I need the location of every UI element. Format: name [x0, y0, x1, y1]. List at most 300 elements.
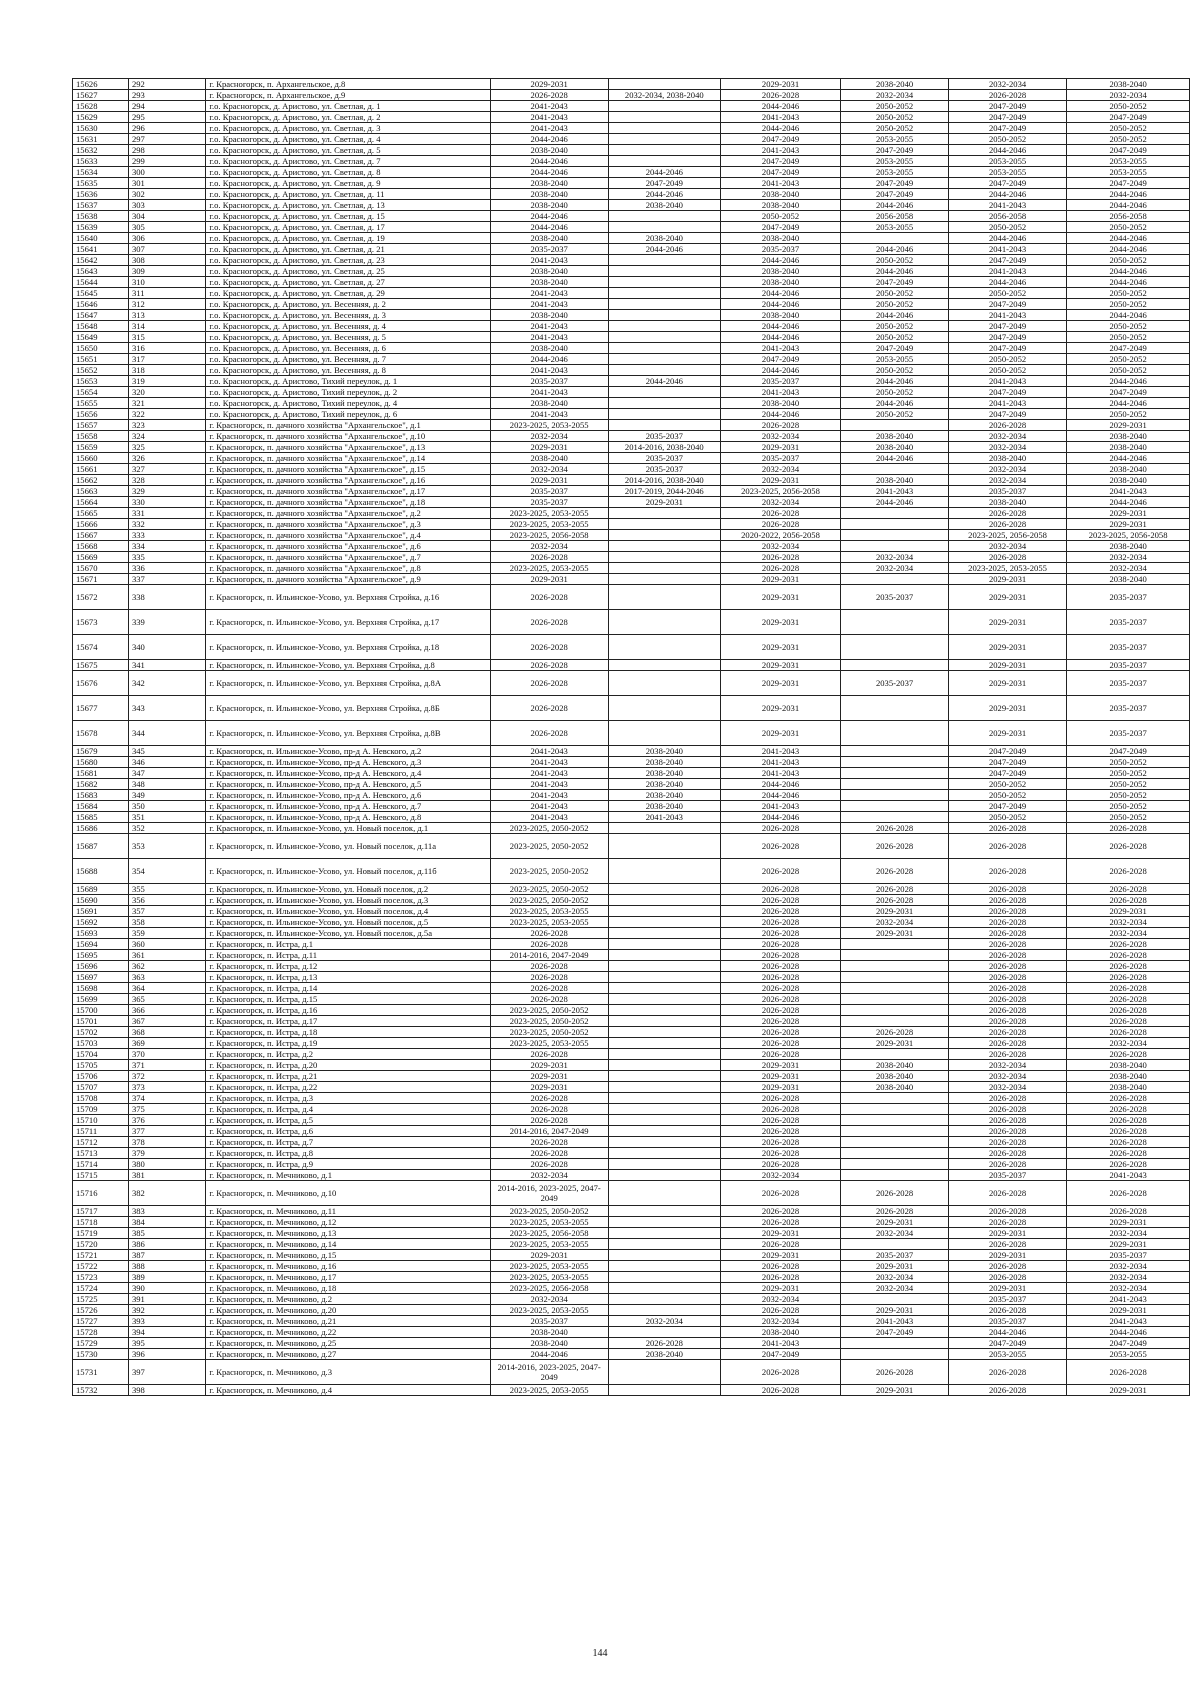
cell-id: 15632	[73, 145, 129, 156]
cell-p5: 2023-2025, 2053-2055	[948, 563, 1066, 574]
cell-p1: 2026-2028	[490, 1093, 608, 1104]
cell-addr: г. Красногорск, п. дачного хозяйства "Архангельское", д.9	[206, 574, 490, 585]
table-row	[73, 994, 1190, 1005]
table-row	[73, 1016, 1190, 1027]
cell-p1: 2023-2025, 2053-2055	[490, 420, 608, 431]
cell-p3: 2029-2031	[720, 1228, 841, 1239]
cell-id: 15659	[73, 442, 129, 453]
table-row	[73, 1250, 1190, 1261]
cell-n: 385	[128, 1228, 205, 1239]
cell-p2	[608, 552, 720, 563]
cell-p2: 2038-2040	[608, 746, 720, 757]
cell-p3: 2026-2028	[720, 552, 841, 563]
cell-n: 335	[128, 552, 205, 563]
table-row	[73, 884, 1190, 895]
cell-p5: 2029-2031	[948, 1250, 1066, 1261]
cell-p4	[841, 812, 949, 823]
cell-p4: 2038-2040	[841, 475, 949, 486]
cell-p3: 2044-2046	[720, 299, 841, 310]
cell-p6: 2029-2031	[1067, 1217, 1190, 1228]
cell-p6: 2038-2040	[1067, 79, 1190, 90]
cell-p3: 2032-2034	[720, 541, 841, 552]
cell-p5: 2026-2028	[948, 1217, 1066, 1228]
cell-p5: 2026-2028	[948, 823, 1066, 834]
table-row	[73, 563, 1190, 574]
cell-p1: 2041-2043	[490, 801, 608, 812]
cell-p2: 2032-2034	[608, 1316, 720, 1327]
cell-p1: 2041-2043	[490, 299, 608, 310]
cell-id: 15667	[73, 530, 129, 541]
cell-p5: 2050-2052	[948, 779, 1066, 790]
cell-p6: 2032-2034	[1067, 90, 1190, 101]
cell-p4: 2053-2055	[841, 167, 949, 178]
cell-p4	[841, 530, 949, 541]
cell-addr: г. Красногорск, п. Истра, д.17	[206, 1016, 490, 1027]
cell-p6: 2044-2046	[1067, 497, 1190, 508]
table-row	[73, 961, 1190, 972]
cell-addr: г. Красногорск, п. Мечниково, д.20	[206, 1305, 490, 1316]
cell-p2	[608, 660, 720, 671]
cell-p3: 2029-2031	[720, 1250, 841, 1261]
cell-p4	[841, 961, 949, 972]
cell-p2	[608, 895, 720, 906]
cell-p1: 2029-2031	[490, 1060, 608, 1071]
table-row	[73, 431, 1190, 442]
cell-addr: г. Красногорск, п. Ильинское-Усово, пр-д А. Невского, д.7	[206, 801, 490, 812]
cell-p5: 2026-2028	[948, 1104, 1066, 1115]
cell-p2: 2038-2040	[608, 779, 720, 790]
cell-n: 376	[128, 1115, 205, 1126]
cell-p3: 2032-2034	[720, 1294, 841, 1305]
cell-addr: г. Красногорск, п. Ильинское-Усово, ул. Верхняя Стройка, д.8Б	[206, 696, 490, 721]
cell-addr: г. Красногорск, п. Истра, д.5	[206, 1115, 490, 1126]
cell-p1: 2023-2025, 2050-2052	[490, 1206, 608, 1217]
cell-p3: 2029-2031	[720, 671, 841, 696]
cell-p5: 2026-2028	[948, 420, 1066, 431]
cell-p5: 2047-2049	[948, 387, 1066, 398]
cell-addr: г. Красногорск, п. Истра, д.7	[206, 1137, 490, 1148]
cell-p1: 2026-2028	[490, 552, 608, 563]
cell-p1: 2026-2028	[490, 983, 608, 994]
cell-p6: 2026-2028	[1067, 1148, 1190, 1159]
cell-p1: 2023-2025, 2050-2052	[490, 859, 608, 884]
cell-p1: 2041-2043	[490, 112, 608, 123]
cell-p5: 2026-2028	[948, 1360, 1066, 1385]
cell-p6: 2044-2046	[1067, 1327, 1190, 1338]
cell-n: 387	[128, 1250, 205, 1261]
cell-p4: 2044-2046	[841, 244, 949, 255]
cell-n: 321	[128, 398, 205, 409]
cell-id: 15666	[73, 519, 129, 530]
table-row	[73, 1338, 1190, 1349]
cell-p1: 2023-2025, 2053-2055	[490, 917, 608, 928]
cell-p5: 2044-2046	[948, 277, 1066, 288]
cell-p4: 2032-2034	[841, 1283, 949, 1294]
cell-id: 15636	[73, 189, 129, 200]
cell-p3: 2029-2031	[720, 696, 841, 721]
cell-p2: 2032-2034, 2038-2040	[608, 90, 720, 101]
cell-n: 316	[128, 343, 205, 354]
cell-p6: 2026-2028	[1067, 859, 1190, 884]
cell-p1: 2026-2028	[490, 1137, 608, 1148]
cell-n: 319	[128, 376, 205, 387]
cell-p4: 2032-2034	[841, 90, 949, 101]
cell-addr: г. Красногорск, п. Мечниково, д.21	[206, 1316, 490, 1327]
cell-p3: 2026-2028	[720, 519, 841, 530]
cell-p4	[841, 939, 949, 950]
cell-p1: 2026-2028	[490, 939, 608, 950]
table-row	[73, 222, 1190, 233]
cell-p2	[608, 123, 720, 134]
cell-n: 350	[128, 801, 205, 812]
cell-p1: 2023-2025, 2053-2055	[490, 1038, 608, 1049]
cell-p4	[841, 233, 949, 244]
cell-p2	[608, 343, 720, 354]
cell-p3: 2026-2028	[720, 1217, 841, 1228]
cell-p3: 2041-2043	[720, 801, 841, 812]
cell-p4	[841, 1148, 949, 1159]
cell-addr: г. Красногорск, п. Истра, д.11	[206, 950, 490, 961]
cell-addr: г. Красногорск, п. дачного хозяйства "Архангельское", д.14	[206, 453, 490, 464]
cell-id: 15672	[73, 585, 129, 610]
cell-p2: 2038-2040	[608, 801, 720, 812]
cell-p1: 2041-2043	[490, 409, 608, 420]
cell-p6: 2047-2049	[1067, 387, 1190, 398]
cell-n: 325	[128, 442, 205, 453]
cell-p4: 2041-2043	[841, 486, 949, 497]
cell-p2	[608, 721, 720, 746]
cell-p1: 2029-2031	[490, 574, 608, 585]
cell-p5: 2026-2028	[948, 917, 1066, 928]
cell-p4	[841, 696, 949, 721]
cell-p4: 2032-2034	[841, 1272, 949, 1283]
table-row	[73, 508, 1190, 519]
cell-n: 378	[128, 1137, 205, 1148]
cell-p1: 2032-2034	[490, 1294, 608, 1305]
table-row	[73, 1217, 1190, 1228]
cell-p4: 2047-2049	[841, 145, 949, 156]
cell-n: 293	[128, 90, 205, 101]
cell-id: 15652	[73, 365, 129, 376]
cell-addr: г. Красногорск, п. Ильинское-Усово, ул. Верхняя Стройка, д.18	[206, 635, 490, 660]
table-row	[73, 671, 1190, 696]
cell-p5: 2047-2049	[948, 757, 1066, 768]
table-row	[73, 266, 1190, 277]
cell-p1: 2014-2016, 2047-2049	[490, 1126, 608, 1137]
table-row	[73, 464, 1190, 475]
cell-p6: 2047-2049	[1067, 746, 1190, 757]
cell-p5: 2029-2031	[948, 574, 1066, 585]
cell-p3: 2029-2031	[720, 1082, 841, 1093]
cell-p2: 2035-2037	[608, 431, 720, 442]
cell-p3: 2032-2034	[720, 1170, 841, 1181]
cell-p3: 2029-2031	[720, 574, 841, 585]
cell-p1: 2038-2040	[490, 1338, 608, 1349]
cell-p5: 2047-2049	[948, 299, 1066, 310]
cell-id: 15692	[73, 917, 129, 928]
cell-addr: г.о. Красногорск, д. Аристово, ул. Светлая, д. 17	[206, 222, 490, 233]
cell-p2	[608, 906, 720, 917]
cell-p5: 2044-2046	[948, 1327, 1066, 1338]
cell-p6: 2047-2049	[1067, 343, 1190, 354]
cell-p5: 2044-2046	[948, 145, 1066, 156]
cell-p6: 2050-2052	[1067, 812, 1190, 823]
cell-p5: 2026-2028	[948, 906, 1066, 917]
table-row	[73, 552, 1190, 563]
cell-addr: г. Красногорск, п. Ильинское-Усово, пр-д А. Невского, д.8	[206, 812, 490, 823]
cell-id: 15715	[73, 1170, 129, 1181]
cell-addr: г. Красногорск, п. Ильинское-Усово, ул. Новый поселок, д.5	[206, 917, 490, 928]
cell-addr: г. Красногорск, п. Ильинское-Усово, ул. Новый поселок, д.11а	[206, 834, 490, 859]
cell-p3: 2035-2037	[720, 453, 841, 464]
cell-p3: 2032-2034	[720, 431, 841, 442]
cell-p5: 2026-2028	[948, 895, 1066, 906]
cell-p1: 2035-2037	[490, 244, 608, 255]
cell-addr: г. Красногорск, п. дачного хозяйства "Архангельское", д.4	[206, 530, 490, 541]
cell-n: 359	[128, 928, 205, 939]
cell-addr: г.о. Красногорск, д. Аристово, ул. Светлая, д. 29	[206, 288, 490, 299]
cell-p1: 2023-2025, 2056-2058	[490, 1228, 608, 1239]
cell-addr: г.о. Красногорск, д. Аристово, ул. Светлая, д. 19	[206, 233, 490, 244]
cell-p2	[608, 1148, 720, 1159]
cell-p6: 2050-2052	[1067, 409, 1190, 420]
cell-p2: 2044-2046	[608, 189, 720, 200]
cell-p1: 2023-2025, 2056-2058	[490, 1283, 608, 1294]
cell-p5: 2029-2031	[948, 660, 1066, 671]
cell-p3: 2041-2043	[720, 112, 841, 123]
cell-addr: г. Красногорск, п. дачного хозяйства "Архангельское", д.17	[206, 486, 490, 497]
cell-p6: 2050-2052	[1067, 101, 1190, 112]
cell-p1: 2026-2028	[490, 928, 608, 939]
cell-id: 15703	[73, 1038, 129, 1049]
cell-p4: 2044-2046	[841, 266, 949, 277]
cell-p3: 2026-2028	[720, 1049, 841, 1060]
cell-p6: 2050-2052	[1067, 123, 1190, 134]
cell-p5: 2032-2034	[948, 1060, 1066, 1071]
cell-p2: 2038-2040	[608, 233, 720, 244]
cell-p4: 2050-2052	[841, 321, 949, 332]
cell-addr: г. Красногорск, п. Мечниково, д.16	[206, 1261, 490, 1272]
cell-p4	[841, 1294, 949, 1305]
cell-p5: 2050-2052	[948, 134, 1066, 145]
cell-p5: 2050-2052	[948, 790, 1066, 801]
cell-id: 15719	[73, 1228, 129, 1239]
cell-p3: 2026-2028	[720, 961, 841, 972]
cell-p2: 2047-2049	[608, 178, 720, 189]
cell-p3: 2026-2028	[720, 1239, 841, 1250]
cell-p1: 2026-2028	[490, 1104, 608, 1115]
cell-p5: 2026-2028	[948, 1115, 1066, 1126]
cell-p6: 2026-2028	[1067, 1016, 1190, 1027]
cell-n: 297	[128, 134, 205, 145]
cell-p4: 2050-2052	[841, 255, 949, 266]
cell-p1: 2038-2040	[490, 266, 608, 277]
cell-p6: 2047-2049	[1067, 145, 1190, 156]
cell-p5: 2038-2040	[948, 497, 1066, 508]
cell-p4: 2050-2052	[841, 112, 949, 123]
cell-p4: 2035-2037	[841, 671, 949, 696]
cell-p3: 2026-2028	[720, 1261, 841, 1272]
cell-p5: 2047-2049	[948, 112, 1066, 123]
cell-p3: 2038-2040	[720, 398, 841, 409]
cell-n: 307	[128, 244, 205, 255]
cell-id: 15641	[73, 244, 129, 255]
cell-n: 383	[128, 1206, 205, 1217]
cell-p4	[841, 508, 949, 519]
cell-addr: г. Красногорск, п. Ильинское-Усово, пр-д А. Невского, д.3	[206, 757, 490, 768]
cell-addr: г. Красногорск, п. дачного хозяйства "Архангельское", д.16	[206, 475, 490, 486]
cell-p6: 2053-2055	[1067, 167, 1190, 178]
table-row	[73, 1093, 1190, 1104]
table-row	[73, 823, 1190, 834]
cell-p6: 2038-2040	[1067, 1060, 1190, 1071]
cell-addr: г.о. Красногорск, д. Аристово, ул. Весенняя, д. 7	[206, 354, 490, 365]
table-row	[73, 895, 1190, 906]
table-row	[73, 779, 1190, 790]
cell-p4: 2026-2028	[841, 823, 949, 834]
cell-n: 326	[128, 453, 205, 464]
cell-p5: 2026-2028	[948, 1049, 1066, 1060]
cell-p4: 2029-2031	[841, 906, 949, 917]
cell-p6: 2032-2034	[1067, 1272, 1190, 1283]
cell-n: 397	[128, 1360, 205, 1385]
cell-p5: 2050-2052	[948, 354, 1066, 365]
cell-p4: 2050-2052	[841, 101, 949, 112]
cell-p1: 2023-2025, 2053-2055	[490, 1239, 608, 1250]
cell-p1: 2026-2028	[490, 90, 608, 101]
cell-p6: 2050-2052	[1067, 768, 1190, 779]
cell-p6: 2041-2043	[1067, 1316, 1190, 1327]
cell-p3: 2041-2043	[720, 768, 841, 779]
cell-p4: 2035-2037	[841, 585, 949, 610]
cell-p4	[841, 1170, 949, 1181]
cell-p5: 2044-2046	[948, 189, 1066, 200]
cell-addr: г. Красногорск, п. Истра, д.22	[206, 1082, 490, 1093]
cell-p5: 2029-2031	[948, 1283, 1066, 1294]
cell-p3: 2044-2046	[720, 123, 841, 134]
cell-p4	[841, 464, 949, 475]
cell-p6: 2026-2028	[1067, 895, 1190, 906]
cell-n: 320	[128, 387, 205, 398]
cell-p5: 2026-2028	[948, 939, 1066, 950]
cell-p1: 2044-2046	[490, 1349, 608, 1360]
table-row	[73, 167, 1190, 178]
cell-addr: г. Красногорск, п. дачного хозяйства "Архангельское", д.2	[206, 508, 490, 519]
table-row	[73, 123, 1190, 134]
cell-p3: 2050-2052	[720, 211, 841, 222]
cell-n: 370	[128, 1049, 205, 1060]
cell-p4: 2032-2034	[841, 917, 949, 928]
table-row	[73, 376, 1190, 387]
cell-p4	[841, 721, 949, 746]
cell-p5: 2053-2055	[948, 156, 1066, 167]
cell-addr: г. Красногорск, п. Мечниково, д.12	[206, 1217, 490, 1228]
cell-addr: г. Красногорск, п. Истра, д.12	[206, 961, 490, 972]
cell-p5: 2047-2049	[948, 178, 1066, 189]
cell-p3: 2044-2046	[720, 779, 841, 790]
cell-p4: 2050-2052	[841, 299, 949, 310]
cell-p2	[608, 1137, 720, 1148]
cell-p2	[608, 1385, 720, 1396]
table-row	[73, 790, 1190, 801]
cell-addr: г. Красногорск, п. Ильинское-Усово, ул. Верхняя Стройка, д.17	[206, 610, 490, 635]
cell-p1: 2023-2025, 2050-2052	[490, 884, 608, 895]
cell-addr: г. Красногорск, п. дачного хозяйства "Архангельское", д.7	[206, 552, 490, 563]
cell-p3: 2026-2028	[720, 950, 841, 961]
cell-p6: 2053-2055	[1067, 156, 1190, 167]
cell-id: 15678	[73, 721, 129, 746]
cell-p2	[608, 1206, 720, 1217]
cell-p1: 2026-2028	[490, 1049, 608, 1060]
cell-p1: 2041-2043	[490, 746, 608, 757]
cell-addr: г.о. Красногорск, д. Аристово, ул. Весенняя, д. 4	[206, 321, 490, 332]
cell-n: 348	[128, 779, 205, 790]
cell-p4: 2053-2055	[841, 134, 949, 145]
cell-p4: 2029-2031	[841, 1385, 949, 1396]
cell-p2	[608, 1038, 720, 1049]
cell-n: 388	[128, 1261, 205, 1272]
cell-p3: 2026-2028	[720, 508, 841, 519]
table-row	[73, 906, 1190, 917]
cell-id: 15693	[73, 928, 129, 939]
cell-n: 298	[128, 145, 205, 156]
cell-p1: 2023-2025, 2053-2055	[490, 1305, 608, 1316]
cell-p4	[841, 757, 949, 768]
cell-p4: 2032-2034	[841, 552, 949, 563]
cell-p3: 2038-2040	[720, 277, 841, 288]
cell-p3: 2026-2028	[720, 1148, 841, 1159]
cell-n: 339	[128, 610, 205, 635]
cell-p4: 2050-2052	[841, 288, 949, 299]
cell-p6: 2044-2046	[1067, 398, 1190, 409]
cell-addr: г.о. Красногорск, д. Аристово, ул. Весенняя, д. 8	[206, 365, 490, 376]
cell-id: 15630	[73, 123, 129, 134]
cell-id: 15645	[73, 288, 129, 299]
cell-p5: 2026-2028	[948, 1016, 1066, 1027]
cell-id: 15665	[73, 508, 129, 519]
cell-p6: 2029-2031	[1067, 1385, 1190, 1396]
cell-p5: 2038-2040	[948, 453, 1066, 464]
cell-addr: г.о. Красногорск, д. Аристово, ул. Светлая, д. 7	[206, 156, 490, 167]
cell-id: 15650	[73, 343, 129, 354]
cell-p6: 2032-2034	[1067, 928, 1190, 939]
cell-n: 361	[128, 950, 205, 961]
cell-p4	[841, 1093, 949, 1104]
cell-p2	[608, 1327, 720, 1338]
cell-n: 303	[128, 200, 205, 211]
cell-id: 15634	[73, 167, 129, 178]
cell-id: 15670	[73, 563, 129, 574]
table-row	[73, 1181, 1190, 1206]
table-row	[73, 156, 1190, 167]
cell-addr: г.о. Красногорск, д. Аристово, ул. Весенняя, д. 3	[206, 310, 490, 321]
cell-p4: 2026-2028	[841, 895, 949, 906]
cell-id: 15709	[73, 1104, 129, 1115]
cell-p2	[608, 1159, 720, 1170]
cell-p6: 2035-2037	[1067, 721, 1190, 746]
table-row	[73, 1385, 1190, 1396]
cell-p2	[608, 696, 720, 721]
cell-n: 382	[128, 1181, 205, 1206]
cell-p1: 2032-2034	[490, 541, 608, 552]
cell-p4: 2050-2052	[841, 409, 949, 420]
cell-p4: 2029-2031	[841, 1261, 949, 1272]
cell-p5: 2026-2028	[948, 961, 1066, 972]
table-row	[73, 1049, 1190, 1060]
table-row	[73, 310, 1190, 321]
cell-addr: г.о. Красногорск, д. Аристово, ул. Светлая, д. 21	[206, 244, 490, 255]
cell-p3: 2026-2028	[720, 1159, 841, 1170]
